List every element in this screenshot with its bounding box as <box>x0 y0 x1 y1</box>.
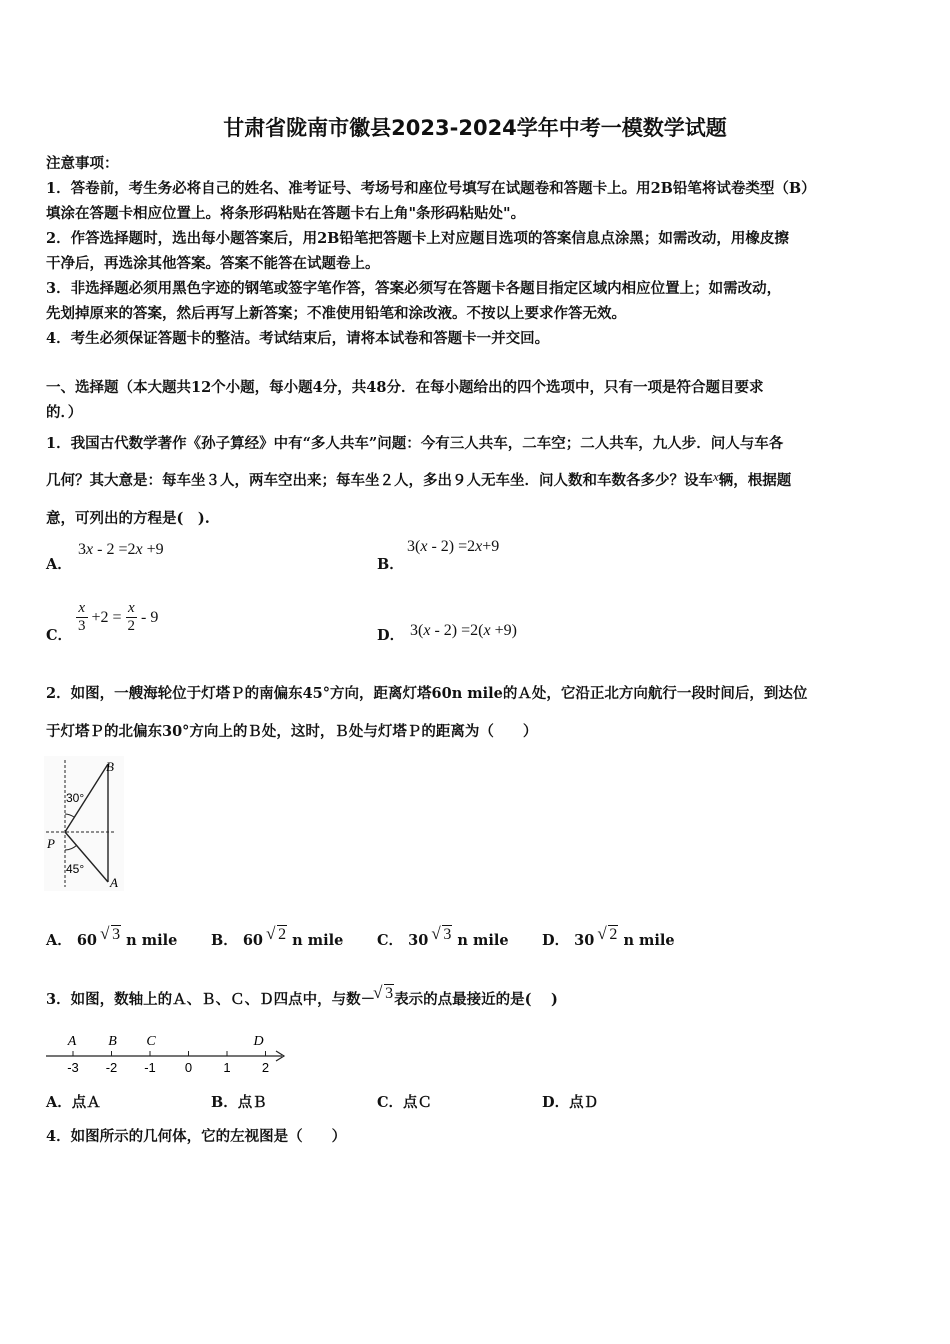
page-title: 甘肃省陇南市徽县2023-2024学年中考一模数学试题 <box>223 116 727 140</box>
question-4-text: 4．如图所示的几何体，它的左视图是（ ） <box>46 1128 347 1145</box>
q2-option-c: C． 30 √ 3 n mile <box>377 926 509 950</box>
label-p: P <box>47 836 55 851</box>
option-d-label: D． <box>377 627 405 644</box>
number-line-point-label: C <box>146 1034 156 1049</box>
q2-option-b: B． 60 √ 2 n mile <box>211 926 343 950</box>
label-a: A <box>110 875 118 890</box>
option-a-equation: 3x - 2 =2x +9 <box>78 541 164 558</box>
angle-45-label: 45° <box>66 862 85 876</box>
number-line <box>44 1030 289 1076</box>
notice-line: 3．非选择题必须用黑色字迹的钢笔或签字笔作答，答案必须写在答题卡各题目指定区域内相应位置上；如需改动， <box>46 280 782 297</box>
notice-line: 2．作答选择题时，选出每小题答案后，用2B铅笔把答题卡上对应题目选项的答案信息点涂黑；如需改动，用橡皮擦 <box>46 230 789 247</box>
number-line-tick-label: -1 <box>144 1060 156 1075</box>
section-heading: 一、选择题（本大题共12个小题，每小题4分，共48分．在每小题给出的四个选项中，只有一项是符合题目要求 <box>46 379 764 396</box>
label-b: B <box>106 759 114 774</box>
notice-line: 填涂在答题卡相应位置上。将条形码粘贴在答题卡右上角"条形码粘贴处"。 <box>46 205 526 222</box>
number-line-point-label: B <box>108 1034 117 1049</box>
notice-heading: 注意事项： <box>46 155 119 172</box>
q2-option-a: A． 60 √ 3 n mile <box>46 926 177 950</box>
q3-option-a: A．点Ａ <box>46 1094 101 1111</box>
number-line-tick-label: -2 <box>105 1060 118 1075</box>
question-1-text: 意，可列出的方程是( ). <box>46 510 210 527</box>
notice-line: 先划掉原来的答案，然后再写上新答案；不准使用铅笔和涂改液。不按以上要求作答无效。 <box>46 305 626 322</box>
question-2-text: 2．如图，一艘海轮位于灯塔Ｐ的南偏东45°方向，距离灯塔60n mile的Ａ处，它沿正北方向航行一段时间后，到达位 <box>46 685 808 702</box>
question-1-text: 1．我国古代数学著作《孙子算经》中有“多人共车”问题：今有三人共车，二车空；二人共车，九人步．问人与车各 <box>46 435 784 452</box>
q3-option-b: B．点Ｂ <box>211 1094 267 1111</box>
option-b-equation: 3(x - 2) =2x+9 <box>407 538 500 555</box>
option-d-equation: 3(x - 2) =2(x +9) <box>410 622 517 639</box>
question-2-text: 于灯塔Ｐ的北偏东30°方向上的Ｂ处，这时，Ｂ处与灯塔Ｐ的距离为（ ） <box>46 723 538 740</box>
section-heading: 的．） <box>46 404 83 421</box>
option-c-label: C． <box>46 627 73 644</box>
angle-30-label: 30° <box>66 791 85 805</box>
q3-option-c: C．点Ｃ <box>377 1094 433 1111</box>
notice-line: 1．答卷前，考生务必将自己的姓名、准考证号、考场号和座位号填写在试题卷和答题卡上。用2B铅笔将试卷类型（B） <box>46 180 816 197</box>
q2-option-d: D． 30 √ 2 n mile <box>542 926 675 950</box>
number-line-tick-label: 1 <box>223 1060 231 1075</box>
question-3-text: 3．如图，数轴上的Ａ、Ｂ、Ｃ、Ｄ四点中，与数－√ 3表示的点最接近的是( ) <box>46 985 558 1009</box>
question-1-text: 几何？其大意是：每车坐３人，两车空出来；每车坐２人，多出９人无车坐．问人数和车数各多少？设车x辆，根据题 <box>46 469 792 489</box>
q3-option-d: D．点Ｄ <box>542 1094 599 1111</box>
notice-line: 干净后，再选涂其他答案。答案不能答在试题卷上。 <box>46 255 380 272</box>
option-b-label: B． <box>377 556 404 573</box>
number-line-point-label: D <box>253 1034 264 1049</box>
option-a-label: A． <box>46 556 72 573</box>
lighthouse-figure <box>44 756 124 891</box>
option-c-equation: $\frac{x}{3}$ +2 = $\frac{x}{2}$ - 9 <box>78 600 159 634</box>
notice-line: 4．考生必须保证答题卡的整洁。考试结束后，请将本试卷和答题卡一并交回。 <box>46 330 550 347</box>
number-line-tick-label: 2 <box>261 1060 270 1075</box>
number-line-point-label: A <box>67 1034 77 1049</box>
number-line-tick-label: 0 <box>184 1060 193 1075</box>
number-line-tick-label: -3 <box>67 1060 79 1075</box>
